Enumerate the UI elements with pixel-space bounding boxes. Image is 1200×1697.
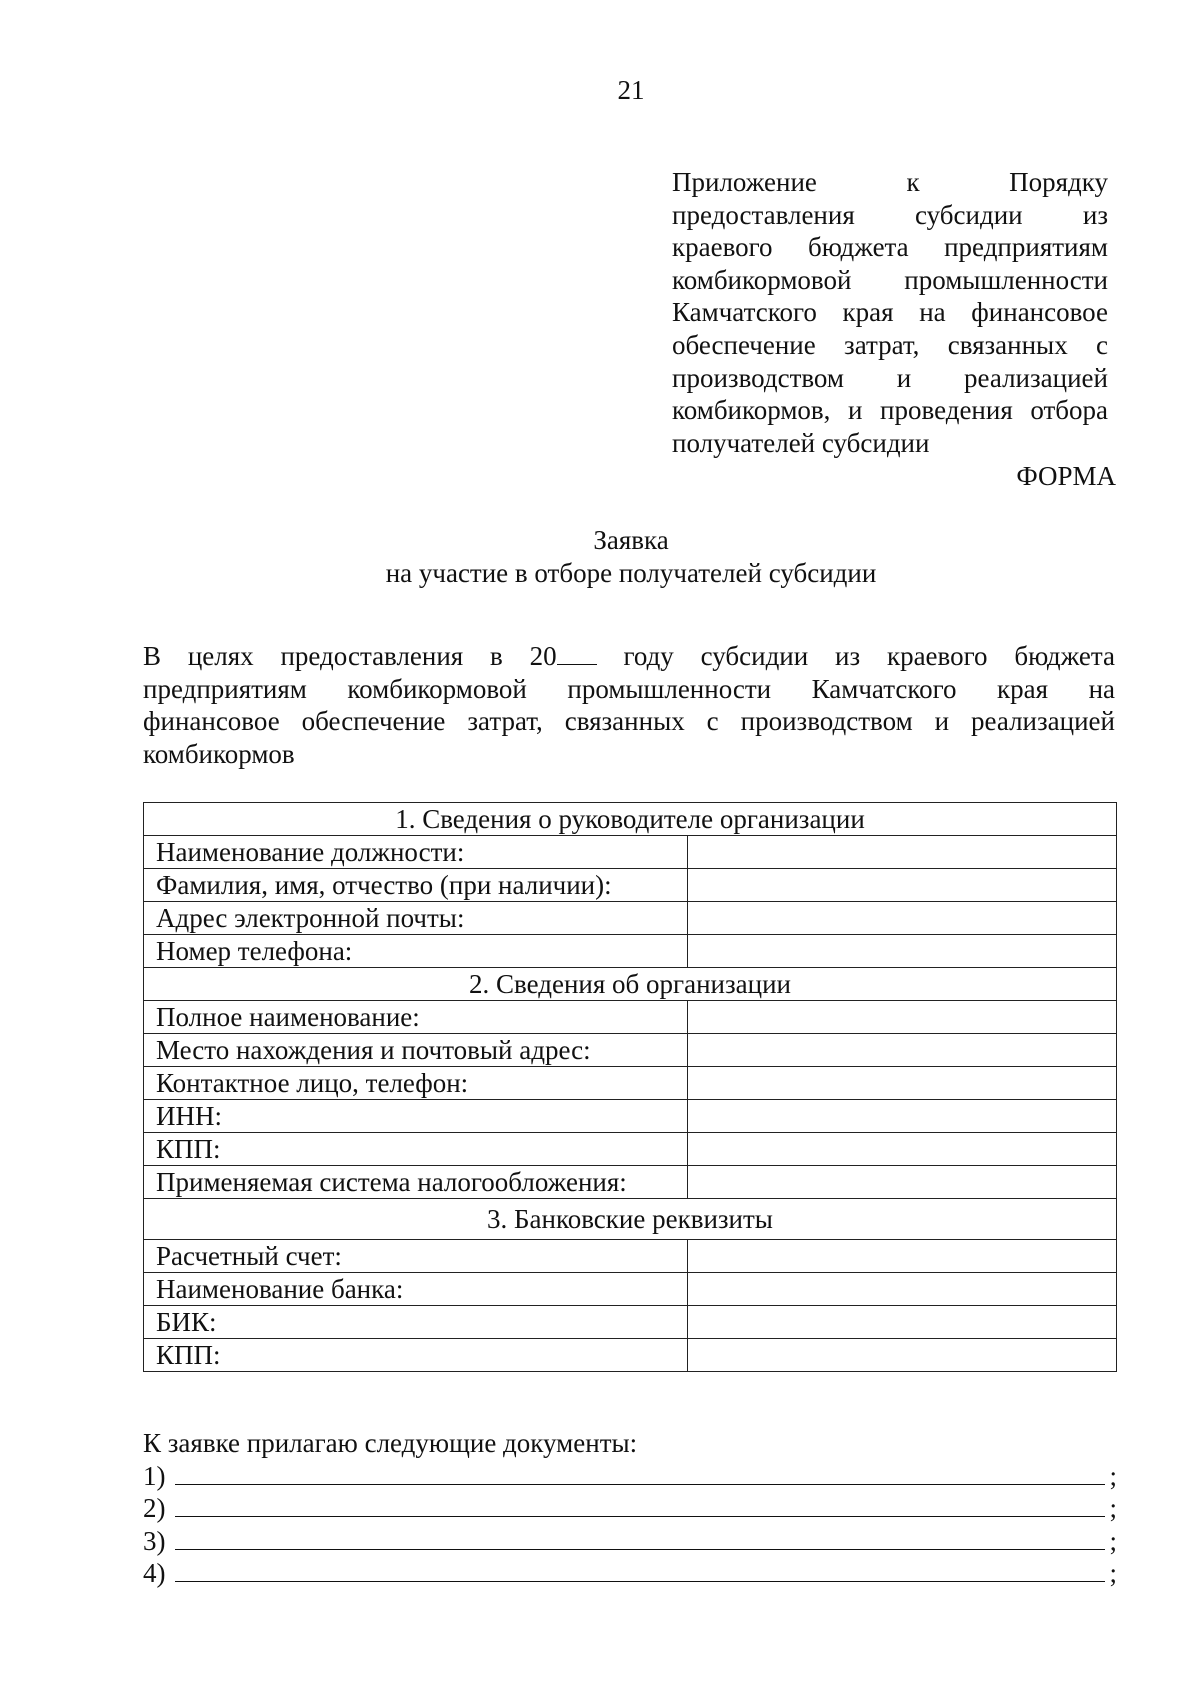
appendix-line: обеспечение затрат, связанных с	[672, 329, 1108, 360]
year-blank-field[interactable]	[557, 640, 597, 665]
attachment-item	[143, 1460, 1117, 1493]
field-value-cell[interactable]	[688, 1001, 1117, 1034]
application-form-table	[143, 802, 1117, 1372]
field-label: Наименование должности:	[144, 836, 688, 869]
attachment-blank-line[interactable]	[175, 1557, 1105, 1582]
field-label: ИНН:	[144, 1100, 688, 1133]
field-label: Место нахождения и почтовый адрес:	[144, 1034, 688, 1067]
attachments-heading: К заявке прилагаю следующие документы:	[143, 1428, 638, 1458]
appendix-line: Камчатского края на финансовое	[672, 297, 1108, 328]
intro-line: финансовое обеспечение затрат, связанных с производством и реализацией	[143, 706, 1115, 737]
field-label: КПП:	[144, 1339, 688, 1372]
field-label: КПП:	[144, 1133, 688, 1166]
appendix-header	[672, 166, 1108, 459]
document-title	[0, 524, 1200, 589]
field-label: Полное наименование:	[144, 1001, 688, 1034]
field-label: БИК:	[144, 1306, 688, 1339]
attachment-number: 3)	[143, 1525, 166, 1556]
field-value-cell[interactable]	[688, 1339, 1117, 1372]
field-value-cell[interactable]	[688, 1240, 1117, 1273]
attachment-terminator: ;	[1109, 1493, 1117, 1524]
field-label: Номер телефона:	[144, 935, 688, 968]
attachments-section	[143, 1427, 1117, 1590]
field-value-cell[interactable]	[688, 1100, 1117, 1133]
appendix-line: получателей субсидии	[672, 427, 930, 458]
section-header: 1. Сведения о руководителе организации	[144, 803, 1117, 836]
field-value-cell[interactable]	[688, 1067, 1117, 1100]
attachment-blank-line[interactable]	[175, 1492, 1105, 1517]
attachment-terminator: ;	[1109, 1558, 1117, 1589]
section-header: 2. Сведения об организации	[144, 968, 1117, 1001]
appendix-line: комбикормов, и проведения отбора	[672, 395, 1108, 426]
appendix-line: комбикормовой промышленности	[672, 264, 1108, 295]
field-value-cell[interactable]	[688, 902, 1117, 935]
field-label: Фамилия, имя, отчество (при наличии):	[144, 869, 688, 902]
attachment-item	[143, 1492, 1117, 1525]
appendix-line: предоставления субсидии из	[672, 199, 1108, 230]
field-label: Адрес электронной почты:	[144, 902, 688, 935]
field-value-cell[interactable]	[688, 1133, 1117, 1166]
section-header: 3. Банковские реквизиты	[144, 1199, 1117, 1240]
field-value-cell[interactable]	[688, 1166, 1117, 1199]
form-label: ФОРМА	[1016, 461, 1116, 491]
field-label: Применяемая система налогообложения:	[144, 1166, 688, 1199]
attachment-terminator: ;	[1109, 1460, 1117, 1491]
intro-text: году субсидии из краевого бюджета	[596, 641, 1115, 671]
intro-text: В целях предоставления в 20	[143, 641, 557, 671]
intro-line: комбикормов	[143, 738, 295, 769]
intro-line	[143, 640, 1115, 673]
field-label: Расчетный счет:	[144, 1240, 688, 1273]
field-value-cell[interactable]	[688, 869, 1117, 902]
attachment-number: 4)	[143, 1558, 166, 1589]
field-value-cell[interactable]	[688, 1273, 1117, 1306]
intro-line: предприятиям комбикормовой промышленности Камчатского края на	[143, 673, 1115, 704]
title-line: Заявка	[593, 525, 669, 555]
field-label: Наименование банка:	[144, 1273, 688, 1306]
field-value-cell[interactable]	[688, 935, 1117, 968]
field-value-cell[interactable]	[688, 1034, 1117, 1067]
attachment-blank-line[interactable]	[175, 1460, 1105, 1485]
attachment-number: 1)	[143, 1460, 166, 1491]
attachment-number: 2)	[143, 1493, 166, 1524]
attachment-blank-line[interactable]	[175, 1525, 1105, 1550]
attachment-item	[143, 1525, 1117, 1558]
subtitle-line: на участие в отборе получателей субсидии	[385, 557, 877, 588]
appendix-line: краевого бюджета предприятиям	[672, 232, 1108, 263]
attachment-terminator: ;	[1109, 1525, 1117, 1556]
appendix-line: Приложение к Порядку	[672, 167, 1108, 197]
field-value-cell[interactable]	[688, 1306, 1117, 1339]
intro-paragraph	[143, 640, 1115, 770]
page-number: 21	[617, 75, 645, 105]
attachment-item	[143, 1557, 1117, 1590]
field-value-cell[interactable]	[688, 836, 1117, 869]
field-label: Контактное лицо, телефон:	[144, 1067, 688, 1100]
appendix-line: производством и реализацией	[672, 362, 1108, 393]
